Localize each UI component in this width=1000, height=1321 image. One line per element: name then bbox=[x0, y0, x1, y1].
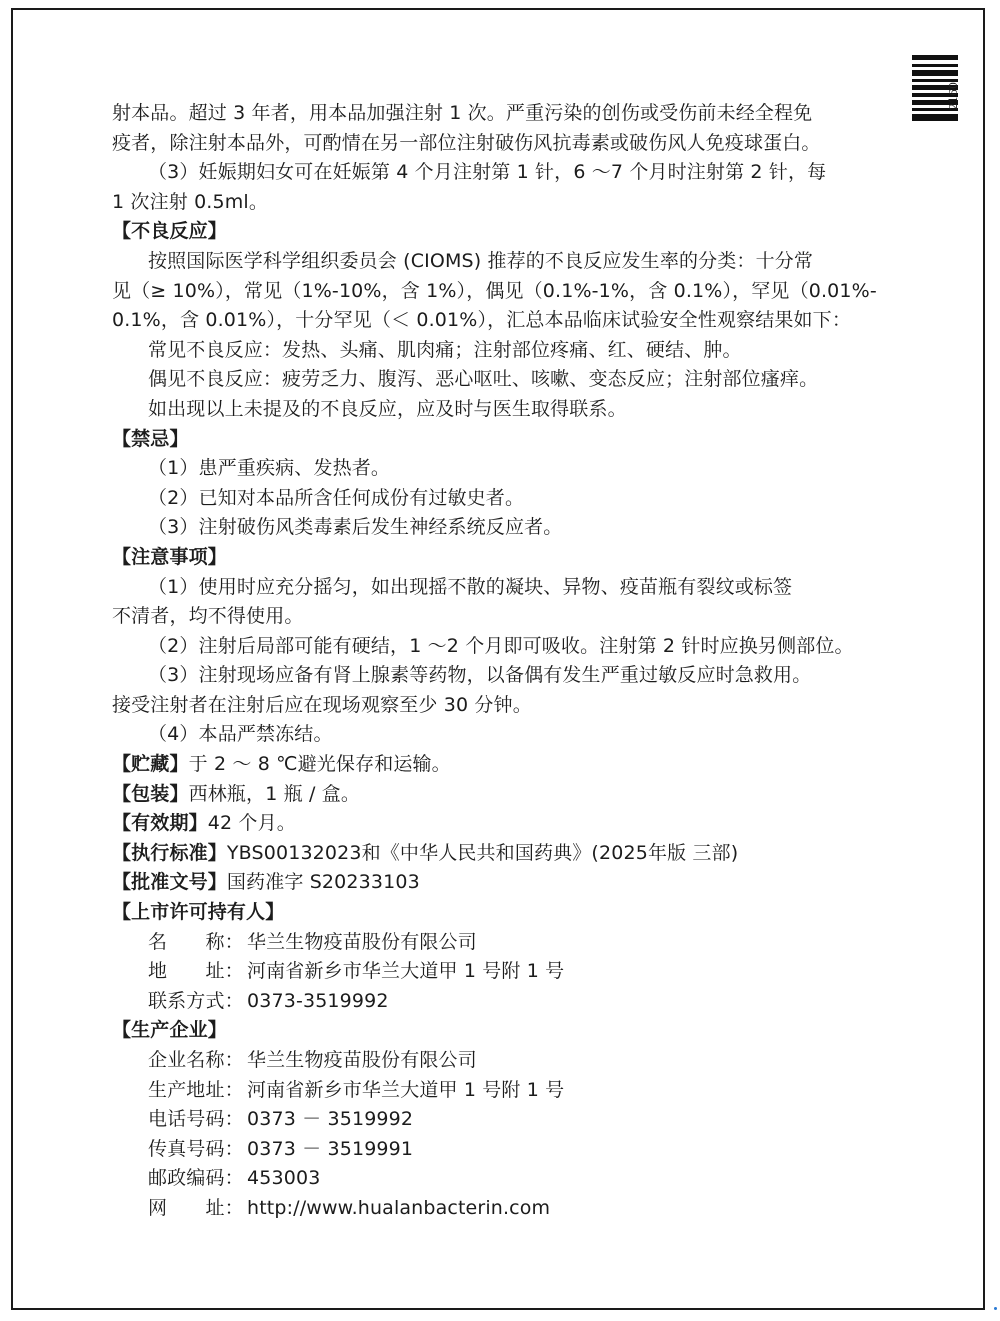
storage-label: 【贮藏】 bbox=[112, 753, 189, 776]
maker-website-link[interactable]: http://www.hualanbacterin.com bbox=[247, 1196, 551, 1219]
maker-heading: 【生产企业】 bbox=[112, 1019, 227, 1042]
validity-label: 【有效期】 bbox=[112, 812, 208, 835]
storage-value: 于 2 ～ 8 ℃避光保存和运输。 bbox=[188, 753, 451, 776]
contraindication-heading: 【禁忌】 bbox=[112, 427, 189, 450]
holder-heading: 【上市许可持有人】 bbox=[112, 901, 285, 924]
standard-row bbox=[112, 839, 902, 869]
maker-fax-row bbox=[112, 1135, 902, 1165]
package-row bbox=[112, 780, 902, 810]
package-label: 【包装】 bbox=[112, 782, 189, 805]
adverse-text: 0.1%，含 0.01%），十分罕见（＜ 0.01%），汇总本品临床试验安全性观察结果如下： bbox=[112, 309, 851, 332]
maker-name-label: 企业名称： bbox=[148, 1049, 244, 1071]
validity-value: 42 个月。 bbox=[207, 812, 296, 835]
maker-fax: 0373 － 3519991 bbox=[247, 1137, 414, 1160]
maker-tel: 0373 － 3519992 bbox=[247, 1108, 414, 1131]
maker-fax-label: 传真号码： bbox=[148, 1137, 244, 1160]
validity-row bbox=[112, 809, 902, 839]
holder-address-label: 地 址： bbox=[148, 960, 244, 983]
adverse-occasional: 偶见不良反应：疲劳乏力、腹泻、恶心呕吐、咳嗽、变态反应；注射部位瘙痒。 bbox=[148, 368, 819, 391]
maker-web-row bbox=[112, 1194, 902, 1224]
standard-value: YBS00132023和《中华人民共和国药典》(2025年版 三部) bbox=[226, 841, 739, 864]
contraindication-item: （1）患严重疾病、发热者。 bbox=[148, 457, 391, 480]
holder-contact: 0373-3519992 bbox=[247, 989, 389, 1012]
maker-address: 河南省新乡市华兰大道甲 1 号附 1 号 bbox=[247, 1078, 565, 1101]
contraindication-item: （2）已知对本品所含任何成份有过敏史者。 bbox=[148, 486, 525, 509]
caution-item-3: （3）注射现场应备有肾上腺素等药物，以备偶有发生严重过敏反应时急救用。 bbox=[148, 664, 812, 687]
holder-contact-label: 联系方式： bbox=[148, 989, 244, 1012]
holder-address: 河南省新乡市华兰大道甲 1 号附 1 号 bbox=[247, 960, 565, 983]
maker-address-label: 生产地址： bbox=[148, 1078, 244, 1101]
holder-name: 华兰生物疫苗股份有限公司 bbox=[247, 930, 477, 953]
maker-address-row bbox=[112, 1076, 902, 1106]
intro-line: 疫者，除注射本品外，可酌情在另一部位注射破伤风抗毒素或破伤风人免疫球蛋白。 bbox=[112, 131, 821, 154]
adverse-text: 按照国际医学科学组织委员会 (CIOMS) 推荐的不良反应发生率的分类：十分常 bbox=[148, 249, 814, 272]
approval-label: 【批准文号】 bbox=[112, 871, 227, 894]
holder-name-label: 名 称： bbox=[148, 930, 244, 953]
barcode-number: 2160 bbox=[947, 82, 960, 110]
holder-address-row bbox=[112, 957, 902, 987]
package-value: 西林瓶，1 瓶 / 盒。 bbox=[188, 782, 361, 805]
caution-item-1-cont: 不清者，均不得使用。 bbox=[112, 605, 304, 628]
holder-contact-row bbox=[112, 987, 902, 1017]
maker-tel-label: 电话号码： bbox=[148, 1108, 244, 1131]
maker-web-label: 网 址： bbox=[148, 1196, 244, 1219]
intro-line: 射本品。超过 3 年者，用本品加强注射 1 次。严重污染的创伤或受伤前未经全程免 bbox=[112, 102, 813, 124]
contraindication-item: （3）注射破伤风类毒素后发生神经系统反应者。 bbox=[148, 516, 563, 539]
maker-zip-label: 邮政编码： bbox=[148, 1167, 244, 1190]
maker-tel-row bbox=[112, 1105, 902, 1135]
dosage-item-3: （3）妊娠期妇女可在妊娠第 4 个月注射第 1 针，6 ～7 个月时注射第 2 针，每 bbox=[148, 161, 827, 184]
maker-name-row bbox=[112, 1046, 902, 1076]
approval-value: 国药准字 S20233103 bbox=[226, 871, 420, 894]
document-body bbox=[112, 99, 902, 1224]
adverse-text: 见（≥ 10%），常见（1%-10%，含 1%），偶见（0.1%-1%，含 0.1%），罕见（0.01%- bbox=[112, 279, 877, 302]
adverse-note: 如出现以上未提及的不良反应，应及时与医生取得联系。 bbox=[148, 397, 627, 420]
storage-row bbox=[112, 750, 902, 780]
standard-label: 【执行标准】 bbox=[112, 841, 227, 864]
caution-item-3-cont: 接受注射者在注射后应在现场观察至少 30 分钟。 bbox=[112, 693, 532, 716]
adverse-common: 常见不良反应：发热、头痛、肌肉痛；注射部位疼痛、红、硬结、肿。 bbox=[148, 338, 742, 361]
caution-item-1: （1）使用时应充分摇匀，如出现摇不散的凝块、异物、疫苗瓶有裂纹或标签 bbox=[148, 575, 793, 598]
corner-dot-icon bbox=[994, 1307, 997, 1310]
maker-zip: 453003 bbox=[247, 1167, 321, 1190]
approval-row bbox=[112, 868, 902, 898]
dosage-item-3-cont: 1 次注射 0.5ml。 bbox=[112, 190, 268, 213]
maker-name: 华兰生物疫苗股份有限公司 bbox=[247, 1049, 477, 1071]
caution-heading: 【注意事项】 bbox=[112, 545, 227, 568]
caution-item-2: （2）注射后局部可能有硬结，1 ～2 个月即可吸收。注射第 2 针时应换另侧部位。 bbox=[148, 634, 854, 657]
caution-item-4: （4）本品严禁冻结。 bbox=[148, 723, 333, 746]
holder-name-row bbox=[112, 928, 902, 958]
maker-zip-row bbox=[112, 1164, 902, 1194]
adverse-heading: 【不良反应】 bbox=[112, 220, 227, 243]
